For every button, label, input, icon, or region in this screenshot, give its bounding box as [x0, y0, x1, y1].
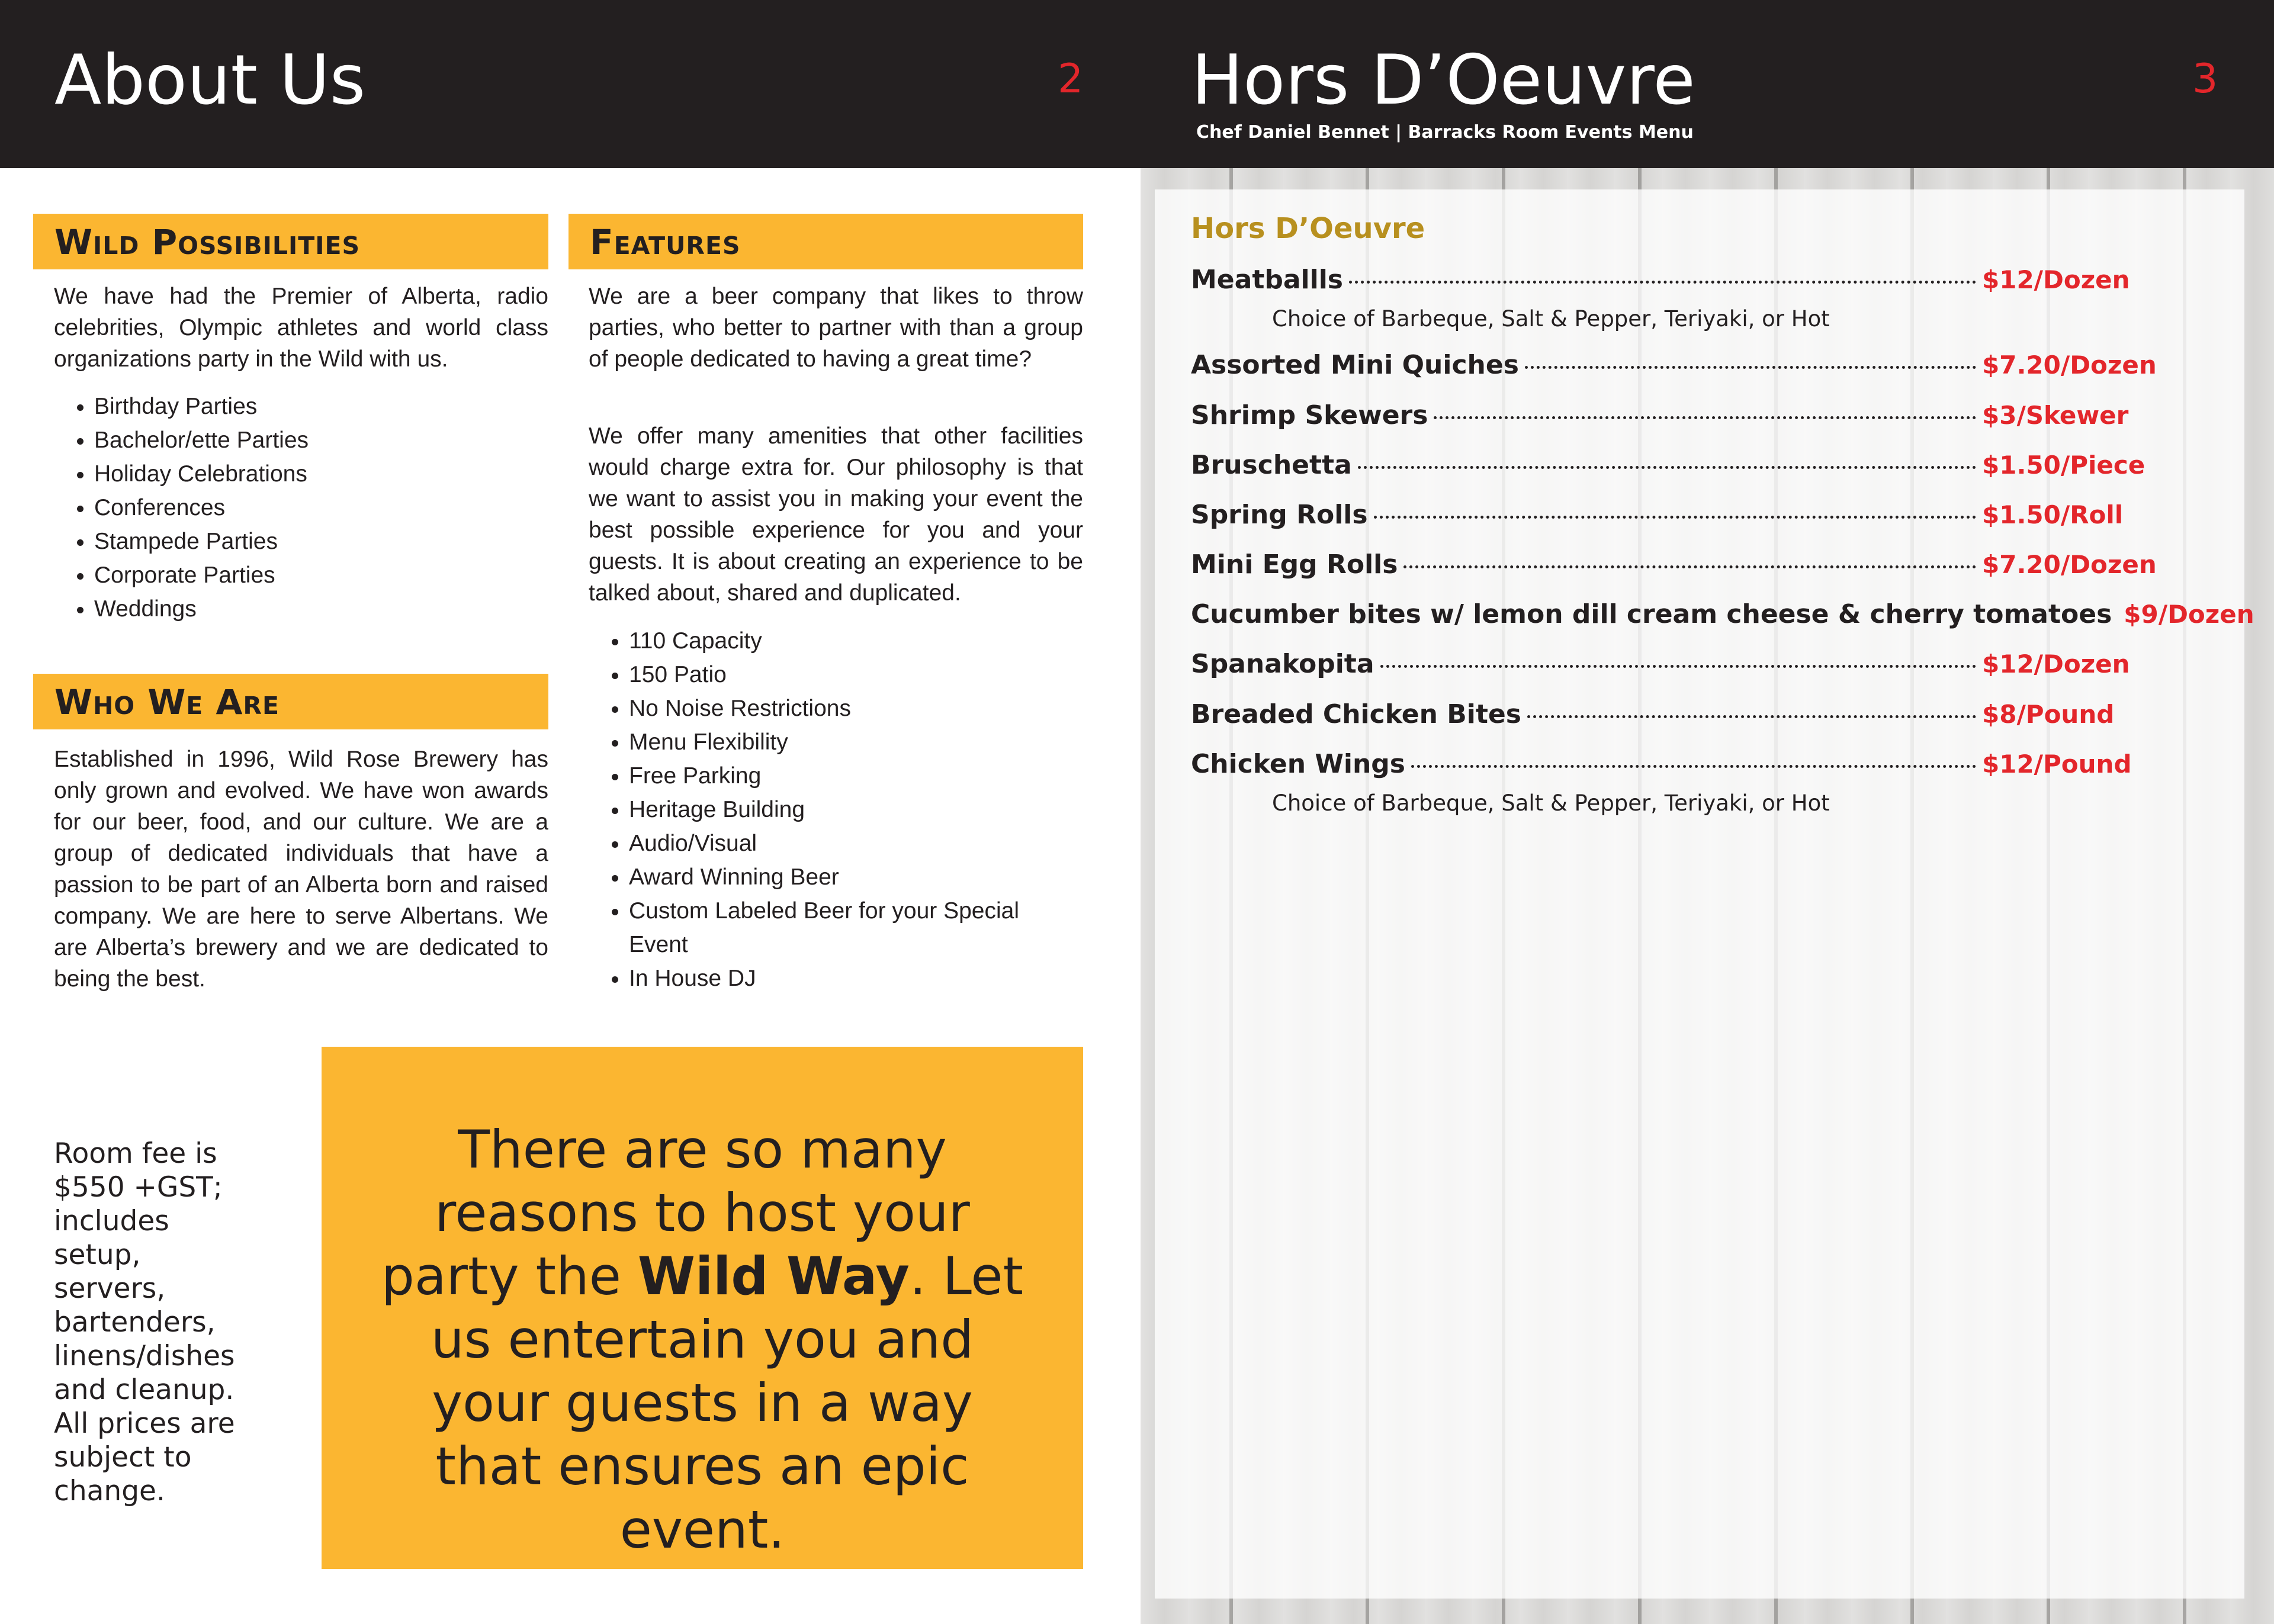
features-heading: Features — [590, 222, 741, 262]
menu-item-name: Bruschetta — [1191, 450, 1352, 480]
features-list-item: • Award Winning Beer — [629, 860, 1079, 894]
menu-item-leader-dots — [1434, 416, 1976, 419]
menu-item-leader-dots — [1411, 765, 1976, 768]
who-we-are-text: Established in 1996, Wild Rose Brewery has only grown and evolved. We have won awards for our beer, food, and our culture. We are a group of dedicated individuals that have a passion to be part of an Alberta born and raised company. We are here to serve Albertans. We are Alberta’s brewery and we are dedicated to being the best. — [54, 747, 548, 992]
page-title-hors-doeuvre: Hors D’Oeuvre — [1191, 40, 1695, 120]
menu-item-leader-dots — [1358, 466, 1976, 469]
menu-item-leader-dots — [1525, 366, 1976, 369]
wild-possibilities-list-item: • Bachelor/ette Parties — [94, 423, 568, 457]
menu-item-price: $1.50/Piece — [1982, 451, 2145, 480]
wild-possibilities-list-item: • Conferences — [94, 491, 568, 525]
features-list — [589, 624, 1079, 995]
menu-item-name: Spring Rolls — [1191, 500, 1368, 530]
features-list-item: • No Noise Restrictions — [629, 692, 1079, 725]
menu-item-name: Mini Egg Rolls — [1191, 549, 1398, 580]
menu-item-row — [1191, 450, 2145, 485]
menu-item-price: $7.20/Dozen — [1982, 350, 2157, 380]
wild-possibilities-list-item: • Stampede Parties — [94, 525, 568, 558]
wild-possibilities-intro: We have had the Premier of Alberta, radio celebrities, Olympic athletes and world class organizations party in the Wild with us. — [54, 284, 548, 372]
menu-item-row — [1191, 400, 2129, 436]
features-list-item: • Heritage Building — [629, 793, 1079, 827]
menu-item-name: Breaded Chicken Bites — [1191, 699, 1521, 729]
menu-item-row — [1191, 649, 2130, 684]
menu-item-name: Spanakopita — [1191, 649, 1374, 679]
menu-section-title: Hors D’Oeuvre — [1191, 212, 1425, 245]
room-fee-note: Room fee is $550 +GST; includes setup, servers, bartenders, linens/dishes and cleanup. All prices are subject to change. — [54, 1137, 235, 1507]
menu-item-price: $9/Dozen — [2124, 600, 2254, 629]
features-list-item: • Free Parking — [629, 759, 1079, 793]
features-paragraph-1: We are a beer company that likes to throw parties, who better to partner with than a group of people dedicated to having a great time? — [589, 284, 1083, 372]
menu-item-leader-dots — [1380, 665, 1976, 668]
who-we-are-heading: Who We Are — [54, 682, 280, 722]
menu-item-price: $7.20/Dozen — [1982, 550, 2157, 579]
menu-item-row — [1191, 599, 2254, 635]
menu-item-name: Meatballls — [1191, 265, 1343, 295]
menu-item-row — [1191, 549, 2157, 585]
menu-item-name: Assorted Mini Quiches — [1191, 350, 1519, 380]
features-list-item: • Audio/Visual — [629, 827, 1079, 860]
menu-item-row — [1191, 265, 2130, 300]
wild-possibilities-list-item: • Weddings — [94, 592, 568, 626]
wild-possibilities-list-item: • Holiday Celebrations — [94, 457, 568, 491]
page-title-about-us: About Us — [54, 40, 366, 120]
page-subtitle: Chef Daniel Bennet | Barracks Room Events Menu — [1196, 122, 1694, 143]
wild-possibilities-banner — [33, 214, 548, 269]
menu-item-description: Choice of Barbeque, Salt & Pepper, Teriyaki, or Hot — [1272, 790, 1830, 816]
wild-possibilities-list — [54, 390, 568, 626]
callout-emphasis: Wild Way — [637, 1246, 910, 1307]
who-we-are-banner — [33, 674, 548, 729]
callout-box — [322, 1047, 1083, 1569]
features-list-item: • 110 Capacity — [629, 624, 1079, 658]
menu-item-name: Chicken Wings — [1191, 749, 1405, 779]
features-list-item: • Menu Flexibility — [629, 725, 1079, 759]
features-banner — [568, 214, 1083, 269]
menu-item-price: $12/Dozen — [1982, 649, 2130, 678]
menu-item-row — [1191, 699, 2125, 735]
menu-item-price: $1.50/Roll — [1982, 500, 2124, 529]
features-list-item: • In House DJ — [629, 961, 1079, 995]
menu-item-row — [1191, 500, 2125, 535]
wild-possibilities-list-item: • Birthday Parties — [94, 390, 568, 423]
page-number-left: 2 — [1058, 56, 1084, 102]
menu-item-price: $12/Pound — [1982, 750, 2132, 779]
menu-item-leader-dots — [1349, 281, 1976, 284]
features-list-item: • 150 Patio — [629, 658, 1079, 692]
callout-text: There are so many reasons to host your party the Wild Way. Let us entertain you and your guests in a way that ensures an epic event. — [381, 1119, 1023, 1560]
menu-item-row — [1191, 350, 2157, 385]
menu-item-leader-dots — [1403, 565, 1976, 568]
menu-item-name: Cucumber bites w/ lemon dill cream cheese & cherry tomatoes — [1191, 599, 2112, 629]
wild-possibilities-heading: Wild Possibilities — [54, 222, 361, 262]
wild-possibilities-list-item: • Corporate Parties — [94, 558, 568, 592]
menu-item-price: $3/Skewer — [1982, 401, 2129, 430]
features-list-item: • Custom Labeled Beer for your Special Event — [629, 894, 1079, 961]
menu-item-price: $12/Dozen — [1982, 265, 2130, 294]
features-paragraph-2: We offer many amenities that other facilities would charge extra for. Our philosophy is that we want to assist you in making your event the best possible experience for you and your guests. It is about creating an experience to be talked about, shared and duplicated. — [589, 423, 1083, 606]
page-number-right: 3 — [2192, 56, 2218, 102]
menu-item-leader-dots — [1527, 715, 1976, 718]
menu-item-leader-dots — [1374, 516, 1976, 519]
menu-item-price: $8/Pound — [1982, 700, 2115, 729]
menu-item-name: Shrimp Skewers — [1191, 400, 1428, 430]
menu-item-row — [1191, 749, 2132, 784]
menu-item-description: Choice of Barbeque, Salt & Pepper, Teriyaki, or Hot — [1272, 306, 1830, 332]
